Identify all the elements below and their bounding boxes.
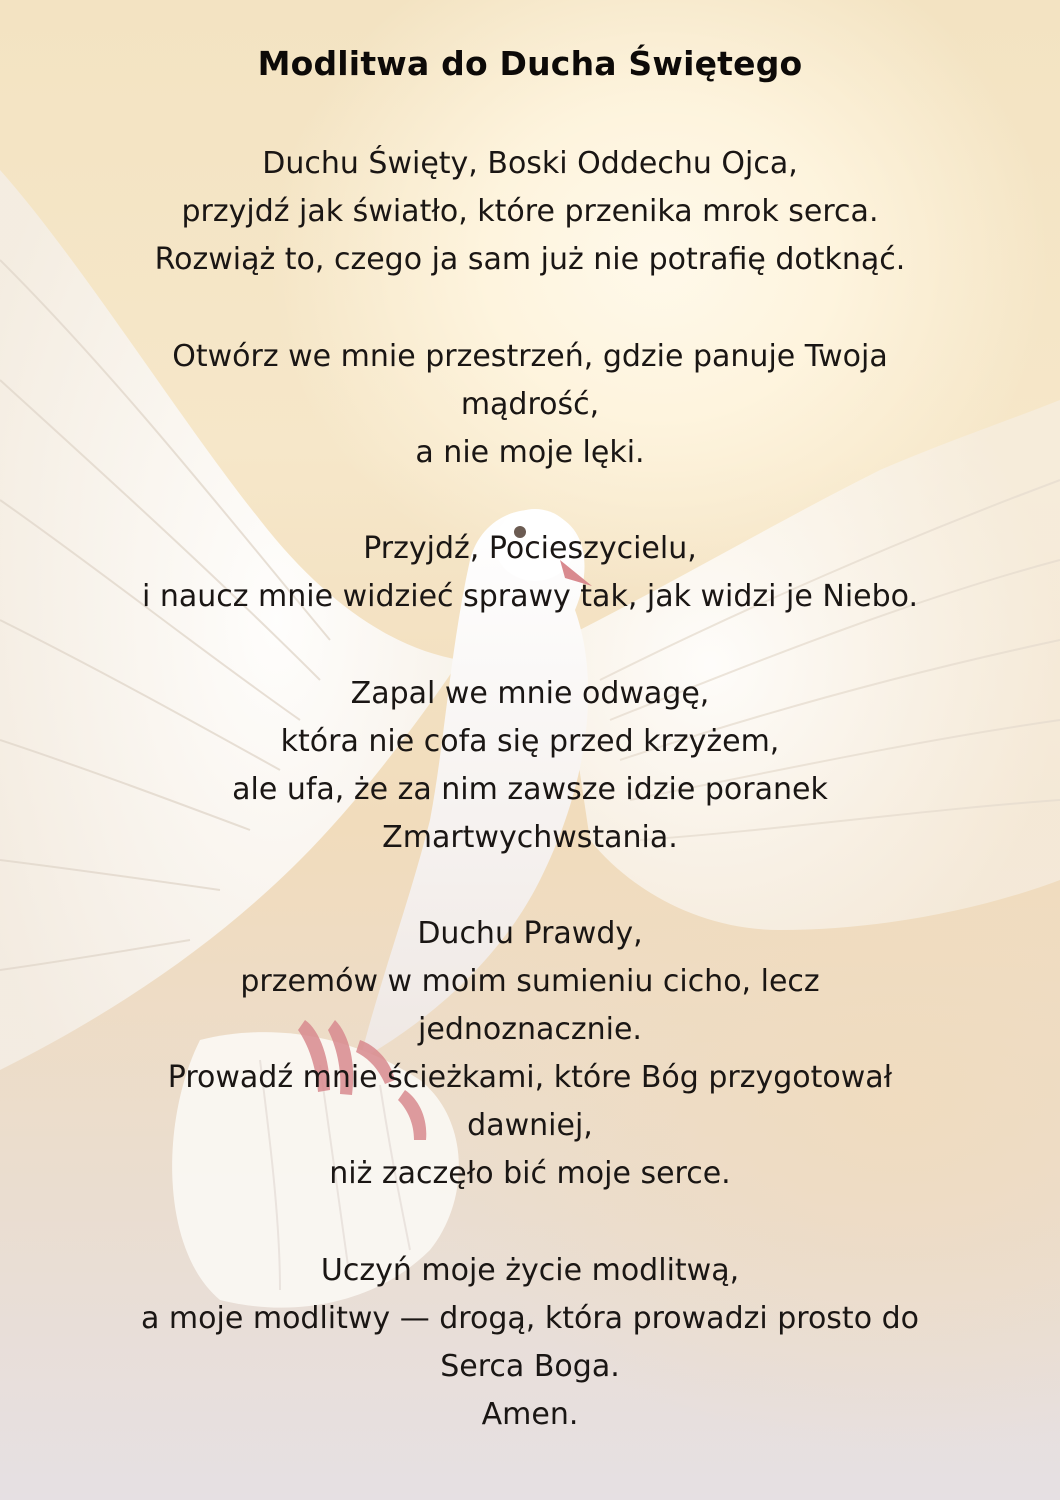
verse-line: Serca Boga.	[440, 1349, 620, 1384]
verse-line: Uczyń moje życie modlitwą,	[320, 1253, 740, 1288]
page-title: Modlitwa do Ducha Świętego	[257, 44, 803, 83]
stanza	[40, 333, 1020, 477]
stanza	[40, 140, 1020, 284]
verse-line: Duchu Święty, Boski Oddechu Ojca,	[262, 146, 798, 181]
verse-line: dawniej,	[467, 1108, 593, 1143]
verse-line: mądrość,	[460, 387, 600, 422]
stanza	[40, 1247, 1020, 1439]
stanza	[40, 910, 1020, 1198]
verse-line: jednoznacznie.	[418, 1012, 642, 1047]
verse-line: a moje modlitwy — drogą, która prowadzi prosto do	[141, 1301, 919, 1336]
verse-line: Otwórz we mnie przestrzeń, gdzie panuje Twoja	[172, 339, 888, 374]
verse-line: Amen.	[481, 1397, 579, 1432]
verse-line: Przyjdź, Pocieszycielu,	[363, 531, 697, 566]
verse-line: Prowadź mnie ścieżkami, które Bóg przygotował	[167, 1060, 893, 1095]
verse-line: ale ufa, że za nim zawsze idzie poranek	[232, 772, 828, 807]
verse-line: Zmartwychwstania.	[382, 820, 678, 855]
verse-line: a nie moje lęki.	[415, 435, 645, 470]
verse-line: i naucz mnie widzieć sprawy tak, jak widzi je Niebo.	[141, 579, 919, 614]
verse-line: Zapal we mnie odwagę,	[350, 676, 710, 711]
verse-line: przyjdź jak światło, które przenika mrok serca.	[181, 194, 879, 229]
verse-line: Duchu Prawdy,	[417, 916, 643, 951]
verse-line: Rozwiąż to, czego ja sam już nie potrafię dotknąć.	[154, 242, 906, 277]
stanza	[40, 525, 1020, 621]
verse-line: niż zaczęło bić moje serce.	[329, 1156, 731, 1191]
verse-line: przemów w moim sumieniu cicho, lecz	[240, 964, 820, 999]
verse-line: która nie cofa się przed krzyżem,	[280, 724, 780, 759]
stanza	[40, 670, 1020, 862]
